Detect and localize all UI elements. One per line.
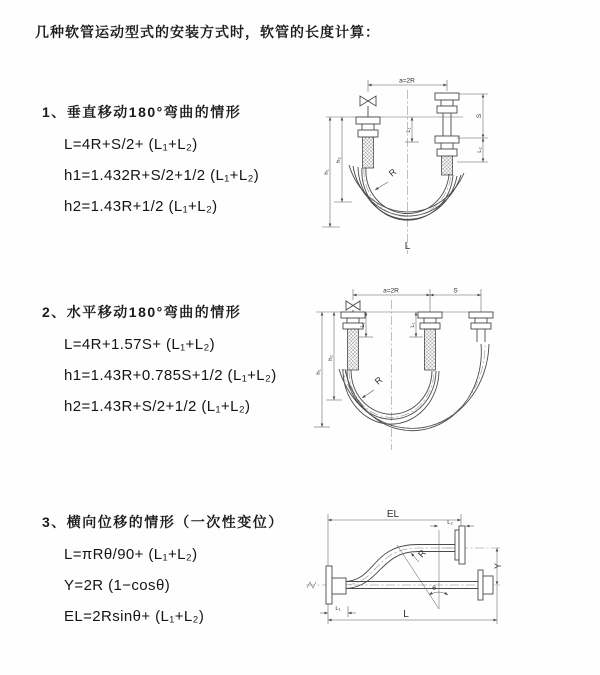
dim-label-l: L xyxy=(403,609,409,620)
dimension-l1 xyxy=(320,606,356,617)
dim-label-l1: L₁ xyxy=(360,322,366,328)
dimension-s xyxy=(457,94,488,138)
right-fitting xyxy=(469,312,493,342)
dimension-h1 xyxy=(322,117,340,227)
angle-label: θ xyxy=(432,585,436,592)
dim-label-a2r: a=2R xyxy=(399,77,415,85)
diagram-vertical-180-bend xyxy=(308,70,596,266)
section-lateral-displacement xyxy=(42,512,312,625)
displaced-hose xyxy=(346,526,465,589)
section-3-heading: 3、横向位移的情形（一次性变位） xyxy=(42,514,284,530)
section-1-heading: 1、垂直移动180°弯曲的情形 xyxy=(42,104,242,120)
angle-construction xyxy=(397,530,448,609)
dim-label-l1: L₁ xyxy=(335,606,341,612)
formula-length: L=4R+1.57S+ (L₁+L₂) xyxy=(64,336,216,353)
dimension-a2r xyxy=(368,78,447,93)
dim-label-l1: L₁ xyxy=(410,322,416,328)
dimension-a2r xyxy=(353,288,481,313)
dimension-h2 xyxy=(326,312,342,400)
section-2-heading: 2、水平移动180°弯曲的情形 xyxy=(42,304,242,320)
dimension-l2 xyxy=(430,520,474,526)
radius-label: R xyxy=(386,166,399,179)
upper-flange xyxy=(459,526,465,564)
dim-label-el: EL xyxy=(386,509,400,520)
dim-label-h2: h₂ xyxy=(328,355,334,361)
braided-hose-section xyxy=(442,156,453,175)
radius-callout xyxy=(375,166,399,190)
dimension-l2 xyxy=(457,138,488,162)
dimension-h1 xyxy=(314,312,330,427)
dim-label-a2r: a=2R xyxy=(383,287,399,295)
section-vertical-movement xyxy=(42,102,312,215)
formula-h1: h1=1.432R+S/2+1/2 (L₁+L₂) xyxy=(64,167,260,184)
diagram-horizontal-180-bend xyxy=(308,280,598,458)
dim-label-h2: h₂ xyxy=(336,157,342,163)
left-fitting xyxy=(341,312,365,370)
upper-flange xyxy=(455,530,459,560)
right-riser-fitting xyxy=(435,93,459,175)
middle-fitting xyxy=(418,312,442,370)
left-riser-fitting xyxy=(356,117,380,168)
radius-label: R xyxy=(372,374,385,387)
dim-label-y: Y xyxy=(493,562,503,570)
dimension-l xyxy=(328,585,497,624)
diagram-lateral-displacement xyxy=(298,496,598,648)
braided-hose-section xyxy=(425,329,436,370)
left-flange xyxy=(326,566,346,604)
braided-hose-section xyxy=(363,137,374,168)
dim-label-l1: L₁ xyxy=(406,127,412,133)
dimension-l1 xyxy=(405,117,419,142)
valve-icon xyxy=(346,301,360,312)
formula-length: L=πRθ/90+ (L₁+L₂) xyxy=(64,546,198,563)
dim-label-l2: L₂ xyxy=(447,520,453,526)
length-label: L xyxy=(404,241,411,252)
radius-label: R xyxy=(416,547,428,560)
radius-callout xyxy=(362,374,385,398)
dim-label-s: S xyxy=(476,113,483,119)
dim-label-h1: h₁ xyxy=(324,169,330,175)
axis-break-mark xyxy=(307,582,316,588)
formula-h2: h2=1.43R+S/2+1/2 (L₁+L₂) xyxy=(64,398,251,415)
formula-y: Y=2R (1−cosθ) xyxy=(64,577,171,594)
dim-label-l2: L₂ xyxy=(477,147,483,153)
formula-h2: h2=1.43R+1/2 (L₁+L₂) xyxy=(64,198,218,215)
valve-icon xyxy=(360,96,376,117)
formula-h1: h1=1.43R+0.785S+1/2 (L₁+L₂) xyxy=(64,367,277,384)
formula-length: L=4R+S/2+ (L₁+L₂) xyxy=(64,136,198,153)
dimension-s xyxy=(430,288,481,296)
dim-label-h1: h₁ xyxy=(316,369,322,375)
dimension-h2 xyxy=(334,117,352,202)
dimension-y xyxy=(493,548,503,585)
page-title: 几种软管运动型式的安装方式时，软管的长度计算： xyxy=(35,24,380,40)
section-horizontal-movement xyxy=(42,302,312,415)
dim-label-s: S xyxy=(453,287,458,295)
formula-el: EL=2Rsinθ+ (L₁+L₂) xyxy=(64,608,205,625)
u-bend-arcs xyxy=(343,369,439,424)
braided-hose-section xyxy=(348,329,359,370)
